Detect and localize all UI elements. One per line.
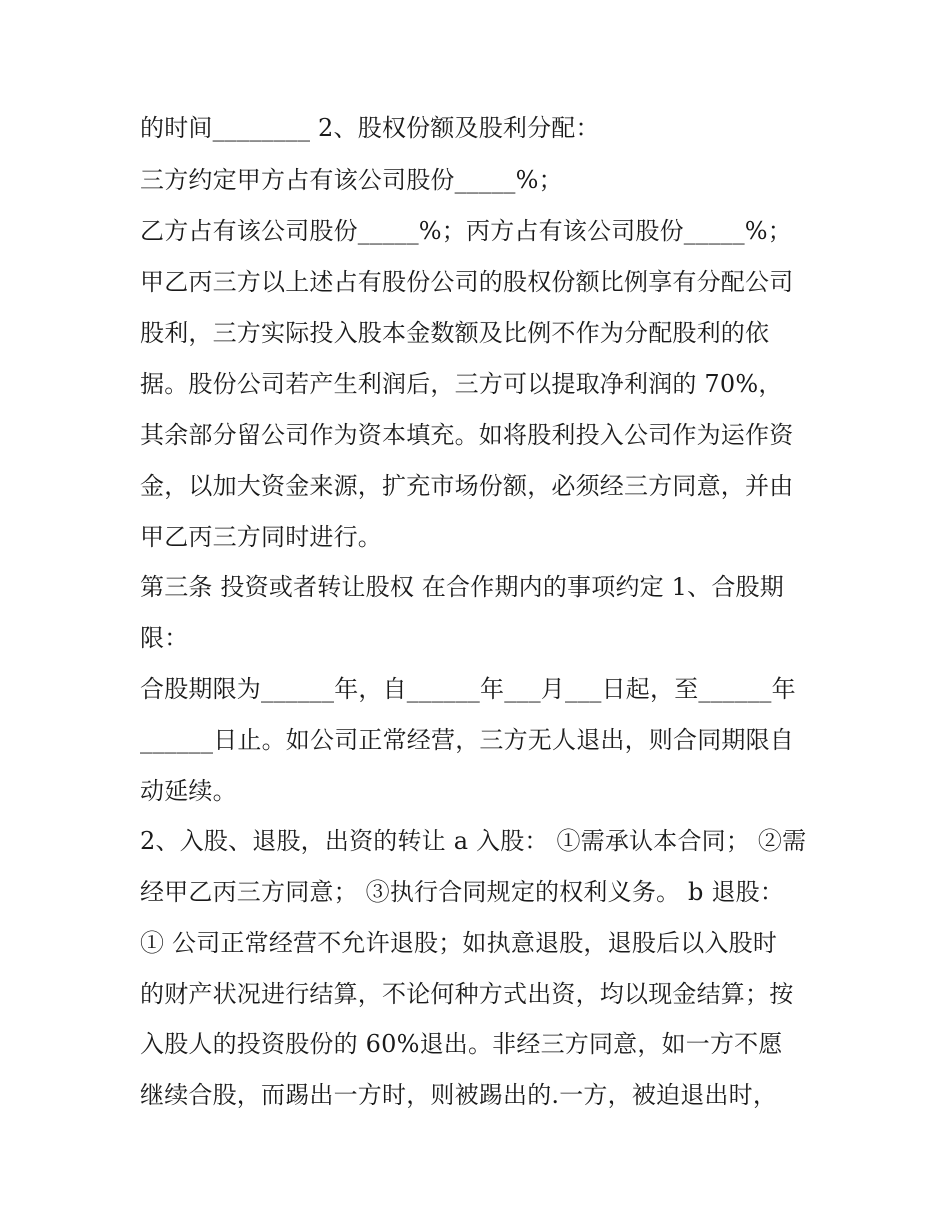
text-line: 金，以加大资金来源，扩充市场份额，必须经三方同意，并由 [140, 472, 794, 500]
text-line: 经甲乙丙三方同意； ③执行合同规定的权利义务。 b 退股： [140, 878, 785, 906]
text-line: 的财产状况进行结算，不论何种方式出资，均以现金结算；按 [140, 980, 794, 1008]
text-line: 股利，三方实际投入股本金数额及比例不作为分配股利的依 [140, 319, 770, 347]
text-line: 限： [140, 624, 189, 652]
text-line: 乙方占有该公司股份_____%；丙方占有该公司股份_____%； [140, 217, 793, 245]
text-line: 据。股份公司若产生利润后，三方可以提取净利润的 70%， [140, 370, 783, 398]
text-line: 合股期限为______年，自______年___月___日起，至______年 [140, 675, 796, 703]
text-line: 其余部分留公司作为资本填充。如将股利投入公司作为运作资 [140, 421, 794, 449]
text-line: 继续合股，而踢出一方时，则被踢出的.一方，被迫退出时， [140, 1081, 778, 1109]
text-line: ① 公司正常经营不允许退股；如执意退股，退股后以入股时 [140, 929, 778, 957]
text-line: 甲乙丙三方以上述占有股份公司的股权份额比例享有分配公司 [140, 268, 794, 296]
text-line: 动延续。 [140, 777, 237, 805]
text-line: 第三条 投资或者转让股权 在合作期内的事项约定 1、合股期 [140, 573, 784, 601]
text-line: 的时间________ 2、股权份额及股利分配： [140, 114, 600, 142]
text-line: 入股人的投资股份的 60%退出。非经三方同意，如一方不愿 [140, 1030, 783, 1058]
text-line: 甲乙丙三方同时进行。 [140, 523, 382, 551]
text-line: 2、入股、退股，出资的转让 a 入股： ①需承认本合同； ②需 [140, 827, 807, 855]
text-line: 三方约定甲方占有该公司股份_____%； [140, 166, 563, 194]
text-line: ______日止。如公司正常经营，三方无人退出，则合同期限自 [140, 726, 794, 754]
